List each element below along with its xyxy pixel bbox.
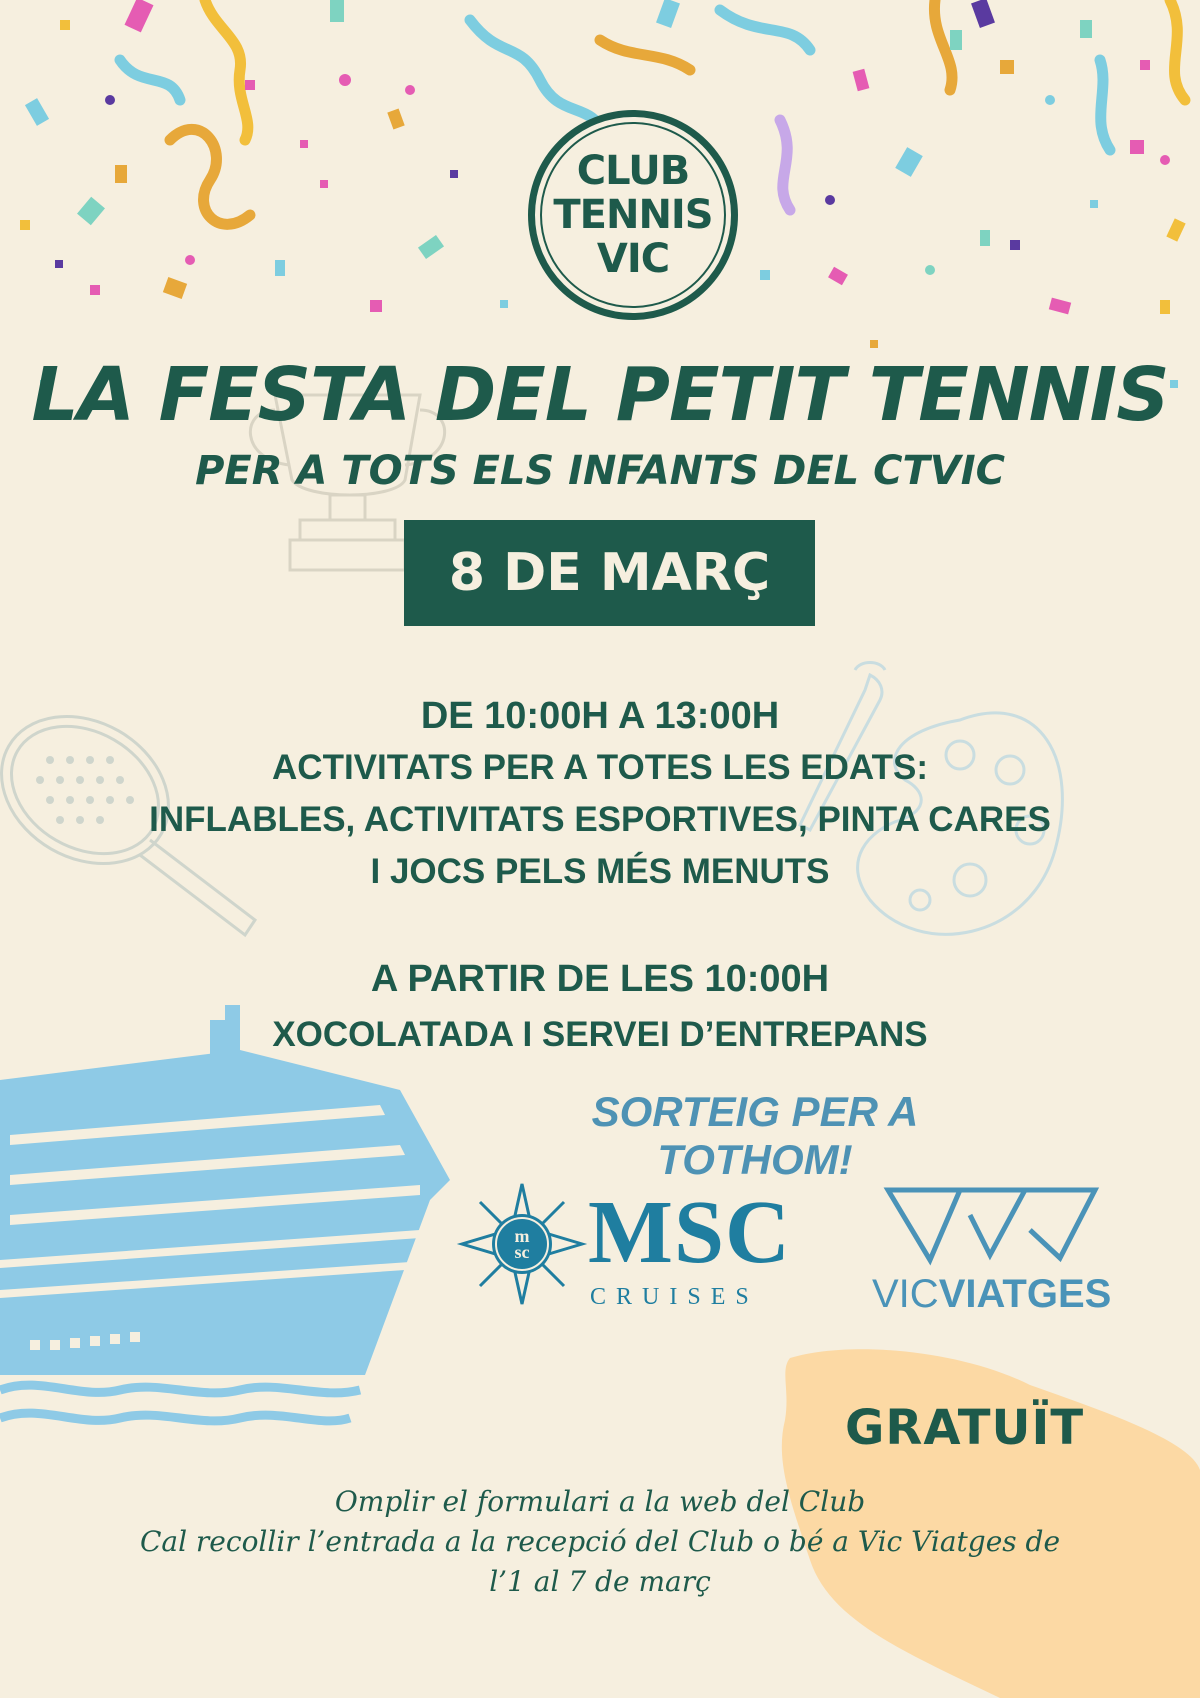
activities-heading: ACTIVITATS PER A TOTES LES EDATS:: [272, 748, 928, 787]
raffle-text: SORTEIG PER A TOTHOM!: [591, 1088, 919, 1183]
food-block: [0, 952, 1200, 1062]
food-description: XOCOLATADA I SERVEI D’ENTREPANS: [272, 1015, 928, 1054]
club-logo: [528, 110, 738, 320]
cruise-ship-illustration: [0, 1005, 450, 1421]
msc-logo-name: MSC: [588, 1183, 791, 1282]
vicviatges-logo-mark: [888, 1190, 1095, 1260]
footer-line3: l’1 al 7 de març: [489, 1565, 711, 1598]
msc-logo-sub: CRUISES: [590, 1284, 759, 1310]
schedule-time: DE 10:00H A 13:00H: [420, 695, 780, 737]
msc-badge-text: [500, 1228, 544, 1260]
event-title: LA FESTA DEL PETIT TENNIS: [31, 352, 1169, 438]
schedule-block: [0, 690, 1200, 898]
footer-line2: Cal recollir l’entrada a la recepció del Club o bé a Vic Viatges de: [139, 1525, 1061, 1558]
event-date-badge: [404, 520, 815, 626]
vicviatges-logo-text: [872, 1272, 1111, 1317]
price-label: GRATUÏT: [845, 1400, 1085, 1456]
event-date: 8 DE MARÇ: [448, 543, 771, 603]
vicviatges-part2: VIATGES: [938, 1272, 1112, 1316]
msc-badge-top: m: [514, 1226, 530, 1246]
vicviatges-part1: VIC: [872, 1272, 939, 1316]
footer-instructions: [0, 1482, 1200, 1602]
club-logo-line1: CLUB: [576, 148, 690, 194]
food-time: A PARTIR DE LES 10:00H: [370, 958, 830, 1000]
club-logo-line2: TENNIS: [553, 192, 713, 238]
activities-line1: INFLABLES, ACTIVITATS ESPORTIVES, PINTA CARES: [149, 800, 1051, 839]
msc-badge-bottom: sc: [514, 1242, 530, 1262]
club-logo-line3: VIC: [596, 236, 670, 282]
activities-line2: I JOCS PELS MÉS MENUTS: [370, 852, 830, 891]
event-subtitle: PER A TOTS ELS INFANTS DEL CTVIC: [195, 448, 1005, 494]
footer-line1: Omplir el formulari a la web del Club: [334, 1485, 866, 1518]
